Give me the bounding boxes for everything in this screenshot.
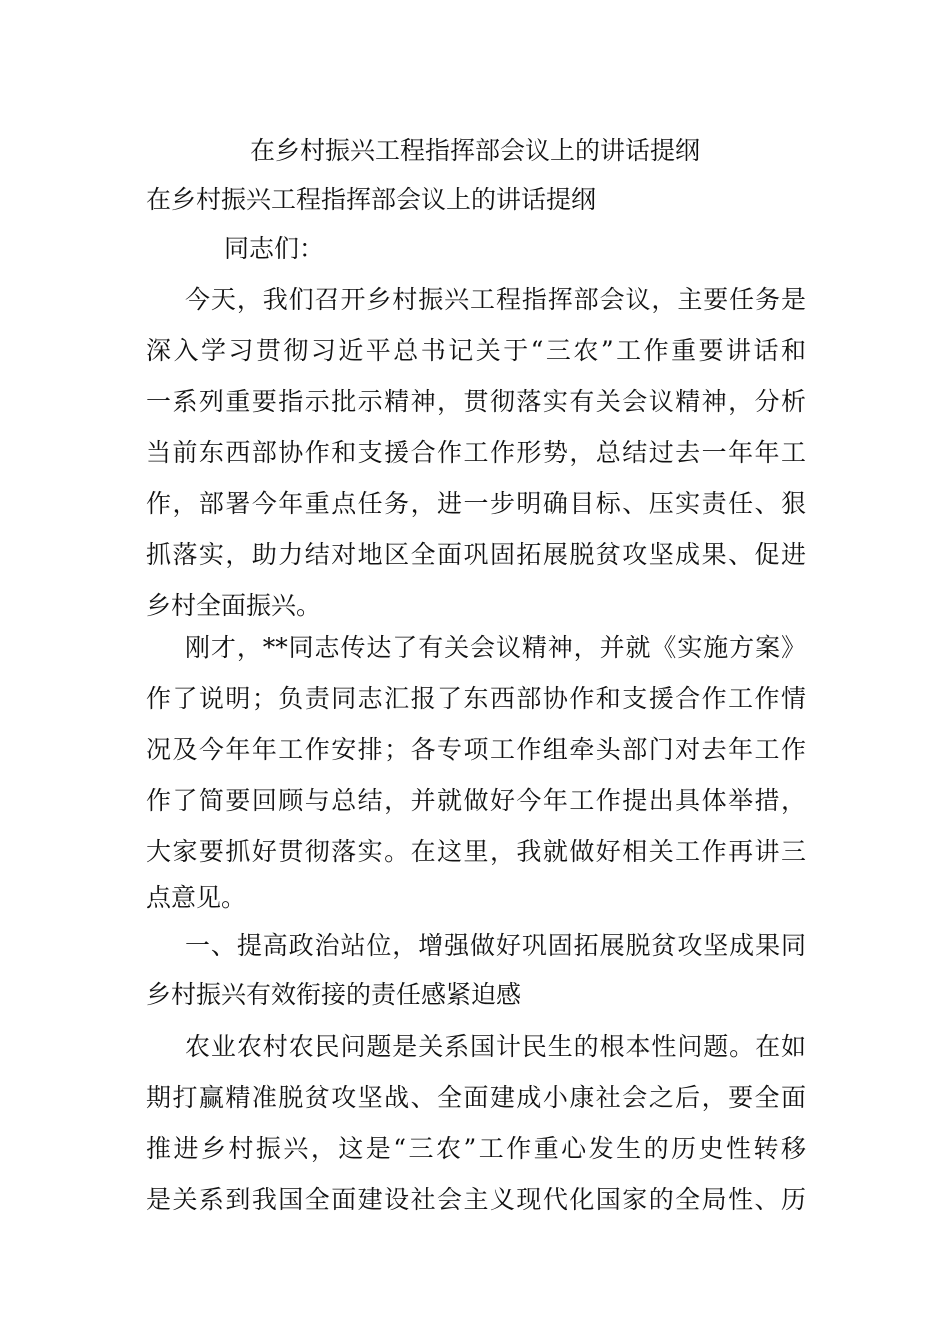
paragraph-line: 大家要抓好贯彻落实。在这里，我就做好相关工作再讲三	[146, 837, 806, 866]
section-heading-line: 乡村振兴有效衔接的责任感紧迫感	[146, 980, 522, 1009]
paragraph-line: 深入学习贯彻习近平总书记关于“三农”工作重要讲话和	[146, 336, 806, 365]
paragraph-line: 作了说明；负责同志汇报了东西部协作和支援合作工作情	[146, 684, 806, 713]
salutation: 同志们：	[224, 234, 325, 263]
paragraph-line: 期打赢精准脱贫攻坚战、全面建成小康社会之后，要全面	[146, 1083, 806, 1112]
document-title: 在乡村振兴工程指挥部会议上的讲话提纲	[249, 136, 700, 165]
paragraph-line: 一系列重要指示批示精神，贯彻落实有关会议精神，分析	[146, 387, 806, 416]
paragraph-line: 点意见。	[146, 883, 247, 912]
section-heading-line: 一、提高政治站位，增强做好巩固拓展脱贫攻坚成果同	[185, 931, 806, 960]
paragraph-line: 今天，我们召开乡村振兴工程指挥部会议，主要任务是	[185, 285, 806, 314]
paragraph-line: 推进乡村振兴，这是“三农”工作重心发生的历史性转移	[146, 1134, 806, 1163]
paragraph-line: 抓落实，助力结对地区全面巩固拓展脱贫攻坚成果、促进	[146, 540, 806, 569]
paragraph-line: 当前东西部协作和支援合作工作形势，总结过去一年年工	[146, 438, 806, 467]
paragraph-line: 作，部署今年重点任务，进一步明确目标、压实责任、狠	[146, 489, 806, 518]
paragraph-line: 是关系到我国全面建设社会主义现代化国家的全局性、历	[146, 1185, 806, 1214]
document-subtitle: 在乡村振兴工程指挥部会议上的讲话提纲	[146, 185, 597, 214]
paragraph-line: 乡村全面振兴。	[146, 591, 322, 620]
paragraph-line: 作了简要回顾与总结，并就做好今年工作提出具体举措，	[146, 786, 806, 815]
paragraph-line: 农业农村农民问题是关系国计民生的根本性问题。在如	[185, 1032, 806, 1061]
paragraph-line: 况及今年年工作安排；各专项工作组牵头部门对去年工作	[146, 735, 806, 764]
paragraph-line: 刚才，**同志传达了有关会议精神，并就《实施方案》	[185, 633, 806, 662]
